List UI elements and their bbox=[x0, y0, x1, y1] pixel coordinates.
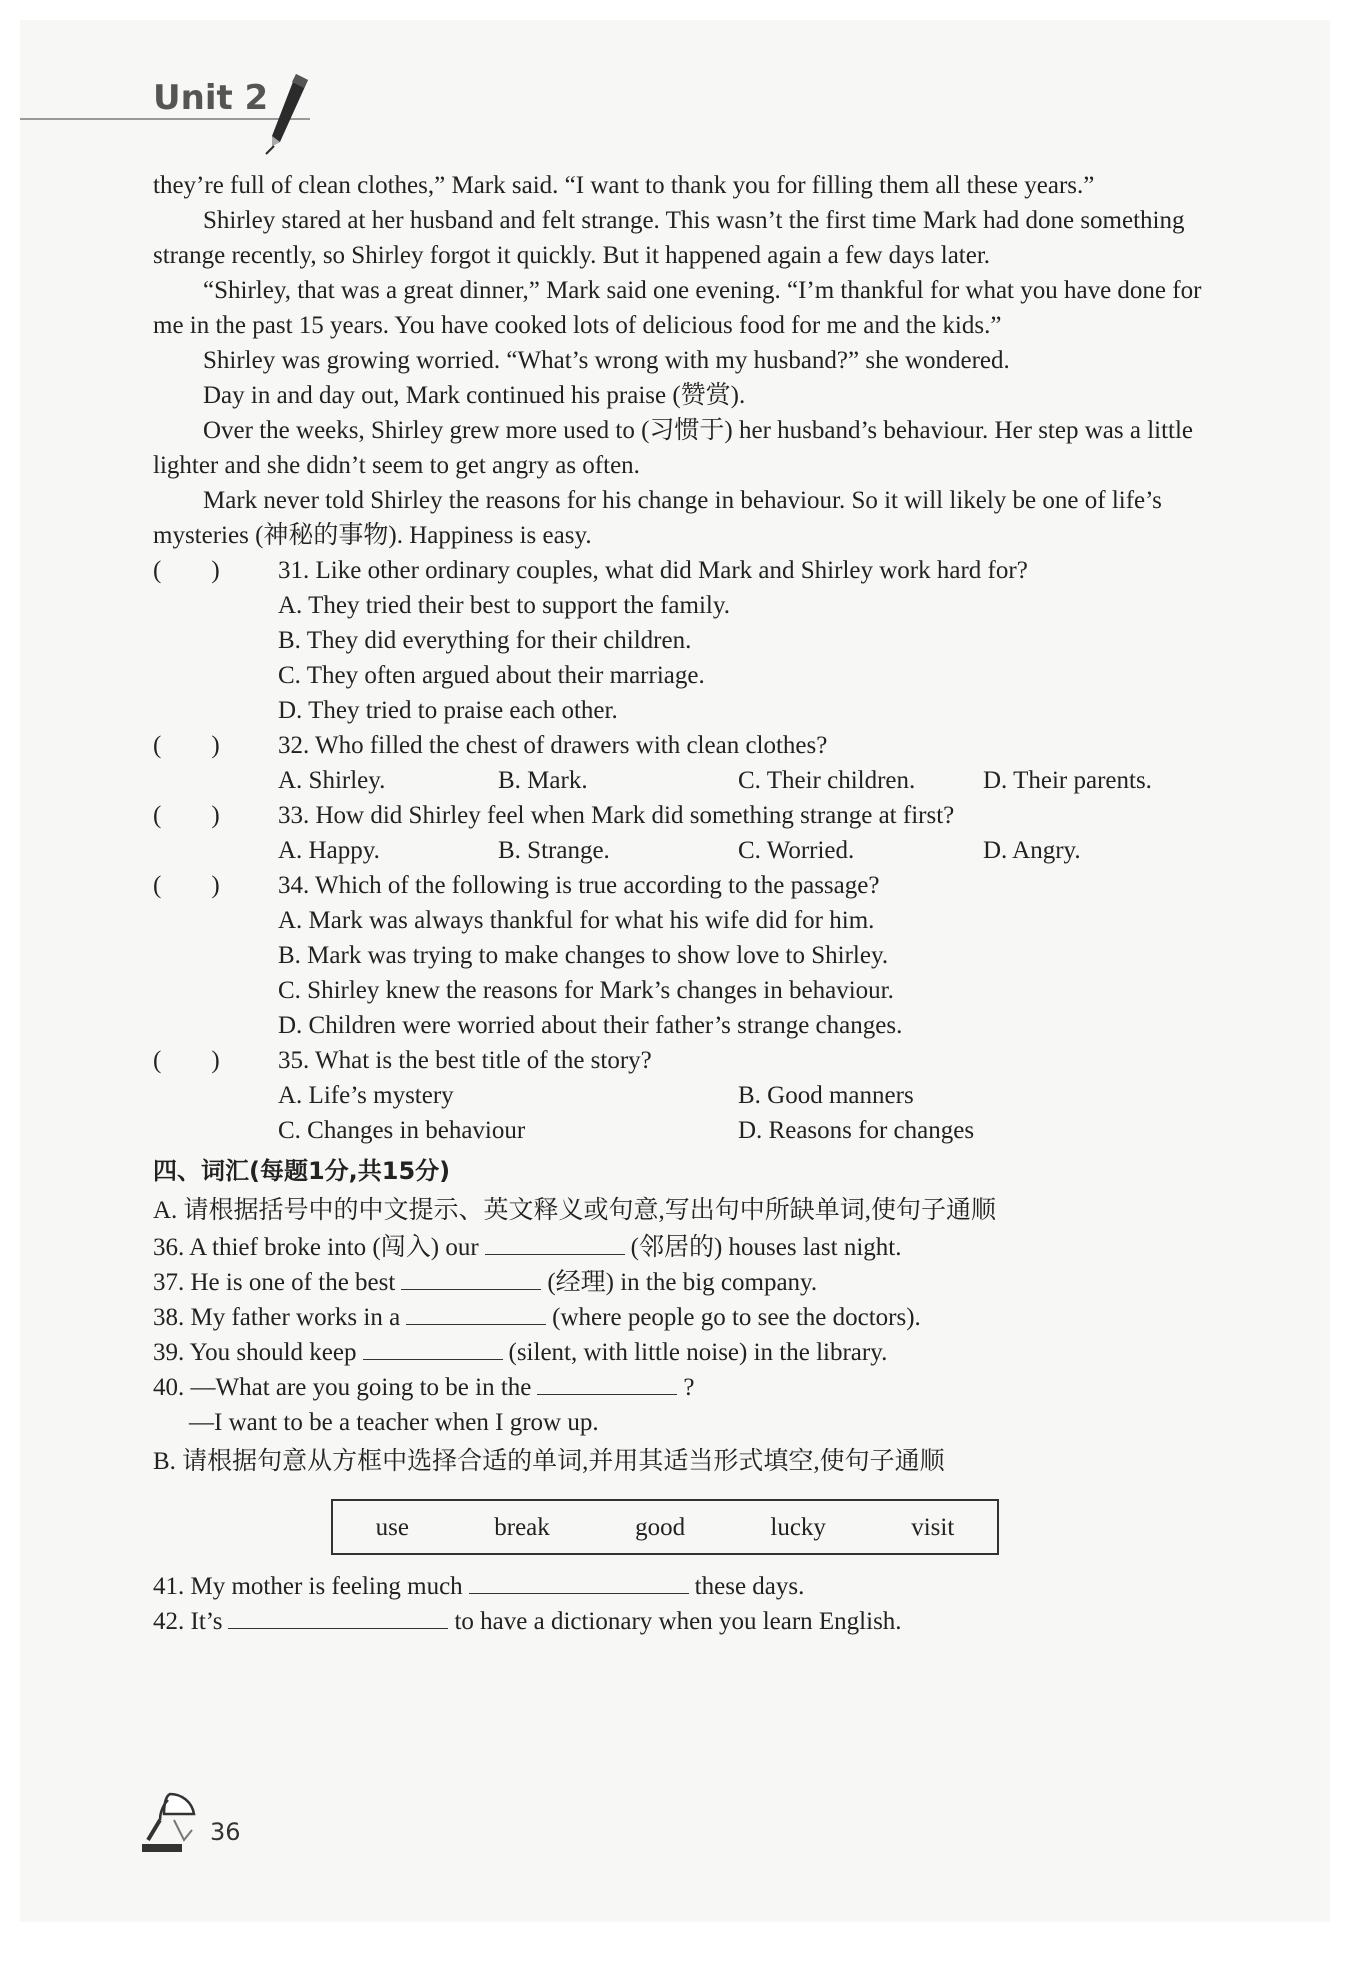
option: C. Shirley knew the reasons for Mark’s changes in behaviour. bbox=[278, 977, 894, 1004]
option: D. Reasons for changes bbox=[738, 1117, 975, 1144]
question-stem: 35. What is the best title of the story? bbox=[278, 1047, 652, 1074]
page-content bbox=[153, 168, 1213, 1639]
word-option: good bbox=[635, 1513, 686, 1541]
answer-blank[interactable] bbox=[406, 1300, 546, 1325]
option: C. Their children. bbox=[738, 767, 916, 794]
option: B. Good manners bbox=[738, 1082, 914, 1109]
fill-item: 42. It’s to have a dictionary when you learn English. bbox=[153, 1604, 1213, 1639]
word-box bbox=[331, 1499, 999, 1555]
answer-bracket[interactable]: ( ) bbox=[153, 557, 220, 584]
option: A. Happy. bbox=[278, 837, 380, 864]
passage-paragraph: Shirley stared at her husband and felt strange. This wasn’t the first time Mark had done something strange recently, so Shirley forgot it quickly. But it happened again a few days later. bbox=[153, 207, 1185, 269]
fill-item: 39. You should keep (silent, with little noise) in the library. bbox=[153, 1335, 1213, 1370]
word-option: use bbox=[375, 1513, 409, 1541]
option: A. Shirley. bbox=[278, 767, 386, 794]
page-number: 36 bbox=[210, 1818, 241, 1846]
option: A. They tried their best to support the family. bbox=[278, 592, 730, 619]
reading-passage bbox=[153, 168, 1213, 553]
option: C. They often argued about their marriage. bbox=[278, 662, 705, 689]
question-32 bbox=[153, 728, 1213, 798]
desk-lamp-icon bbox=[140, 1790, 200, 1856]
passage-paragraph: “Shirley, that was a great dinner,” Mark said one evening. “I’m thankful for what you have done for me in the past 15 years. You have cooked lots of delicious food for me and the kids.” bbox=[153, 277, 1202, 339]
section-title: 四、词汇(每题1分,共15分) bbox=[153, 1157, 451, 1185]
option: C. Worried. bbox=[738, 837, 855, 864]
answer-blank[interactable] bbox=[537, 1370, 677, 1395]
question-33 bbox=[153, 798, 1213, 868]
question-stem: 31. Like other ordinary couples, what did Mark and Shirley work hard for? bbox=[278, 557, 1028, 584]
answer-blank[interactable] bbox=[363, 1335, 503, 1360]
answer-blank[interactable] bbox=[469, 1569, 689, 1594]
dialogue-reply: —I want to be a teacher when I grow up. bbox=[189, 1409, 599, 1436]
question-stem: 33. How did Shirley feel when Mark did something strange at first? bbox=[278, 802, 955, 829]
option: D. Children were worried about their father’s strange changes. bbox=[278, 1012, 903, 1039]
fill-item: 40. —What are you going to be in the ? bbox=[153, 1370, 1213, 1405]
fill-item: 36. A thief broke into (闯入) our (邻居的) houses last night. bbox=[153, 1230, 1213, 1265]
part-b-instructions: B. 请根据句意从方框中选择合适的单词,并用其适当形式填空,使句子通顺 bbox=[153, 1448, 945, 1475]
option: A. Mark was always thankful for what his wife did for him. bbox=[278, 907, 875, 934]
unit-title: Unit 2 bbox=[153, 78, 269, 118]
fill-item: 38. My father works in a (where people go to see the doctors). bbox=[153, 1300, 1213, 1335]
question-stem: 32. Who filled the chest of drawers with clean clothes? bbox=[278, 732, 828, 759]
answer-bracket[interactable]: ( ) bbox=[153, 802, 220, 829]
answer-bracket[interactable]: ( ) bbox=[153, 872, 220, 899]
workbook-page bbox=[20, 20, 1330, 1922]
option: B. Mark. bbox=[498, 767, 588, 794]
part-a-instructions: A. 请根据括号中的中文提示、英文释义或句意,写出句中所缺单词,使句子通顺 bbox=[153, 1197, 997, 1224]
word-option: visit bbox=[911, 1513, 955, 1541]
option: D. Their parents. bbox=[983, 767, 1152, 794]
word-option: lucky bbox=[770, 1513, 826, 1541]
answer-blank[interactable] bbox=[485, 1230, 625, 1255]
page-footer bbox=[140, 1790, 241, 1856]
pen-icon bbox=[260, 70, 312, 155]
question-stem: 34. Which of the following is true according to the passage? bbox=[278, 872, 880, 899]
fill-item: 41. My mother is feeling much these days. bbox=[153, 1569, 1213, 1604]
option: A. Life’s mystery bbox=[278, 1082, 454, 1109]
passage-paragraph: Over the weeks, Shirley grew more used to (习惯于) her husband’s behaviour. Her step was a little lighter and she didn’t seem to get angry as often. bbox=[153, 417, 1194, 479]
page-header bbox=[20, 20, 1330, 140]
option: B. They did everything for their children. bbox=[278, 627, 692, 654]
option: C. Changes in behaviour bbox=[278, 1117, 526, 1144]
option: B. Strange. bbox=[498, 837, 610, 864]
passage-paragraph: they’re full of clean clothes,” Mark said. “I want to thank you for filling them all these years.” bbox=[153, 172, 1095, 199]
word-option: break bbox=[494, 1513, 550, 1541]
question-34 bbox=[153, 868, 1213, 1043]
question-31 bbox=[153, 553, 1213, 728]
passage-paragraph: Shirley was growing worried. “What’s wrong with my husband?” she wondered. bbox=[203, 347, 1010, 374]
question-35 bbox=[153, 1043, 1213, 1148]
passage-paragraph: Day in and day out, Mark continued his praise (赞赏). bbox=[203, 382, 746, 409]
option: D. They tried to praise each other. bbox=[278, 697, 618, 724]
passage-paragraph: Mark never told Shirley the reasons for his change in behaviour. So it will likely be one of life’s mysteries (神秘的事物). Happiness is easy. bbox=[153, 487, 1162, 549]
fill-item: 37. He is one of the best (经理) in the big company. bbox=[153, 1265, 1213, 1300]
option: B. Mark was trying to make changes to show love to Shirley. bbox=[278, 942, 889, 969]
answer-blank[interactable] bbox=[401, 1265, 541, 1290]
answer-bracket[interactable]: ( ) bbox=[153, 732, 220, 759]
option: D. Angry. bbox=[983, 837, 1081, 864]
answer-blank[interactable] bbox=[228, 1604, 448, 1629]
answer-bracket[interactable]: ( ) bbox=[153, 1047, 220, 1074]
